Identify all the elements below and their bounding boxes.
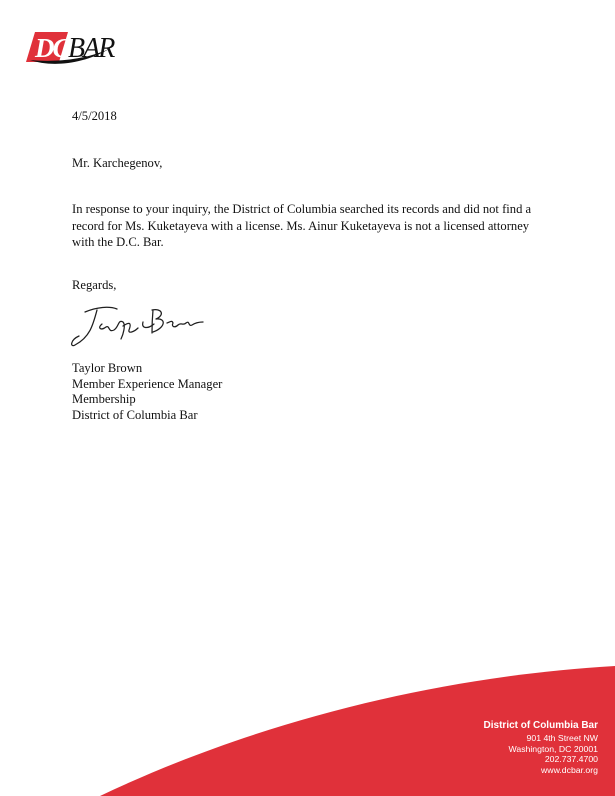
- letter-closing: Regards,: [72, 278, 117, 292]
- footer-contact-block: [484, 720, 598, 776]
- footer-website[interactable]: www.dcbar.org: [541, 765, 598, 776]
- footer-phone: 202.737.4700: [544, 754, 598, 765]
- dc-bar-logo: [18, 26, 144, 68]
- letter-salutation: Mr. Karchegenov,: [72, 156, 163, 170]
- logo-dc-text: DC: [35, 33, 69, 63]
- signer-organization: District of Columbia Bar: [72, 407, 198, 422]
- signer-department: Membership: [72, 392, 136, 406]
- signature-block: [72, 361, 222, 423]
- letter-body: In response to your inquiry, the District of Columbia searched its records and did not find a record for Ms. Kuketayeva with a license. Ms. Ainur Kuketayeva is not a licensed attorney with the D.C. Bar.: [72, 202, 532, 250]
- footer-street: 901 4th Street NW: [526, 733, 598, 743]
- signature-last-name-stroke: [152, 310, 203, 333]
- handwritten-signature: [66, 298, 211, 354]
- signer-title: Member Experience Manager: [72, 376, 223, 391]
- logo-bar-text: BAR: [68, 33, 114, 64]
- footer-city: Washington, DC 20001: [508, 743, 598, 754]
- letter-date: 4/5/2018: [72, 109, 117, 123]
- signer-name: Taylor Brown: [72, 361, 143, 375]
- signature-first-name-stroke: [72, 307, 154, 345]
- footer-organization: District of Columbia Bar: [483, 720, 598, 731]
